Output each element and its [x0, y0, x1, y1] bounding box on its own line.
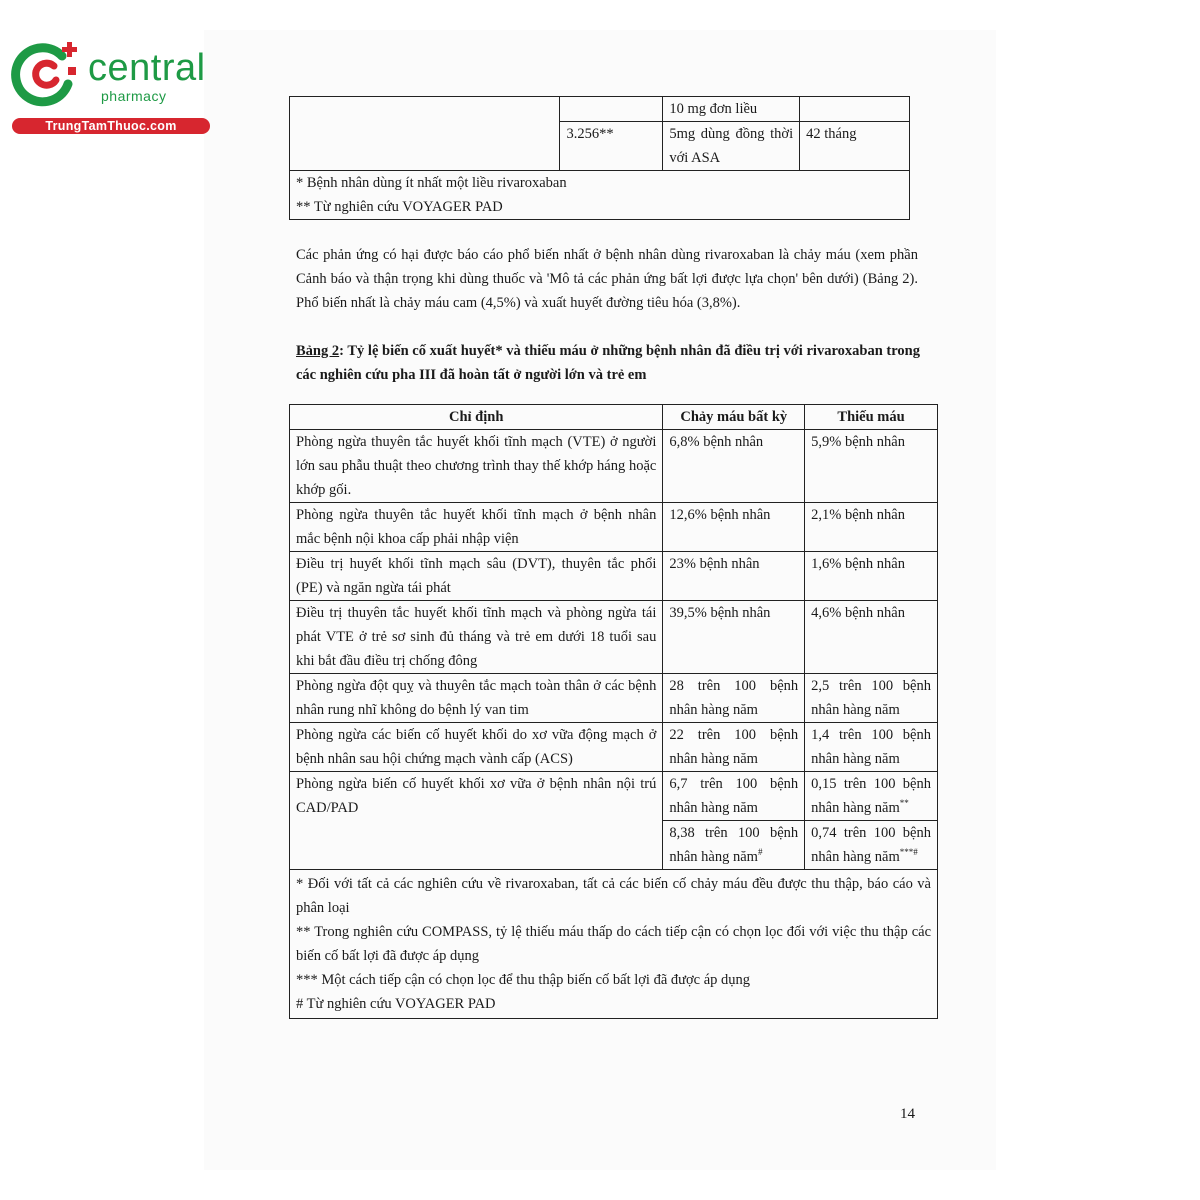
table-row: [290, 723, 938, 772]
logo-brand-text: central: [88, 47, 206, 89]
bleeding-cell: 23% bệnh nhân: [663, 552, 805, 601]
logo-sub-text: pharmacy: [101, 88, 167, 104]
pharmacy-cross-logo-icon: [10, 38, 82, 108]
footnote: *** Một cách tiếp cận có chọn lọc để thu thập biến cố bất lợi đã được áp dụng: [296, 972, 751, 988]
indication-cell: Điều trị huyết khối tĩnh mạch sâu (DVT), thuyên tắc phổi (PE) và ngăn ngừa tái phát: [290, 552, 663, 601]
central-pharmacy-logo[interactable]: [10, 38, 210, 138]
table-caption-text: : Tỷ lệ biến cố xuất huyết* và thiếu máu ở những bệnh nhân đã điều trị với rivaroxaban trong các nghiên cứu pha III đã hoàn tất ở người lớn và trẻ em: [296, 343, 920, 383]
footnote: ** Trong nghiên cứu COMPASS, tỷ lệ thiếu máu thấp do cách tiếp cận có chọn lọc đối với việc thu thập các biến cố bất lợi đã được áp dụng: [296, 924, 931, 964]
table-footnotes: [290, 171, 910, 220]
table-cell: 3.256**: [560, 122, 663, 171]
bleeding-cell: [663, 772, 805, 821]
footnote: * Bệnh nhân dùng ít nhất một liều rivaroxaban: [296, 175, 567, 191]
table-cell: 10 mg đơn liều: [663, 97, 800, 122]
footnote: # Từ nghiên cứu VOYAGER PAD: [296, 996, 496, 1012]
page-number: 14: [900, 1106, 915, 1122]
bleeding-cell: 28 trên 100 bệnh nhân hàng năm: [663, 674, 805, 723]
table-cell-empty: [560, 97, 663, 122]
anemia-cell: 2,5 trên 100 bệnh nhân hàng năm: [805, 674, 938, 723]
footnote: * Đối với tất cả các nghiên cứu về rivaroxaban, tất cả các biến cố chảy máu đều được thu thập, báo cáo và phân loại: [296, 876, 931, 916]
table-row: [290, 674, 938, 723]
indication-cell: Điều trị thuyên tắc huyết khối tĩnh mạch và phòng ngừa tái phát VTE ở trẻ sơ sinh đủ tháng và trẻ em dưới 18 tuổi sau khi bắt đầu điều trị chống đông: [290, 601, 663, 674]
bleeding-cell: [663, 821, 805, 870]
anemia-cell: 4,6% bệnh nhân: [805, 601, 938, 674]
body-paragraph: Các phản ứng có hại được báo cáo phổ biến nhất ở bệnh nhân dùng rivaroxaban là chảy máu (xem phần Cảnh báo và thận trọng khi dùng thuốc và 'Mô tả các phản ứng bất lợi được lựa chọn' bên dưới) (Bảng 2). Phổ biến nhất là chảy máu cam (4,5%) và xuất huyết đường tiêu hóa (3,8%).: [296, 247, 918, 311]
table-cell-empty: [290, 97, 560, 171]
table-row: [290, 430, 938, 503]
table-caption: [296, 339, 920, 387]
anemia-cell: [805, 821, 938, 870]
anemia-cell: [805, 772, 938, 821]
table-caption-label: Bảng 2: [296, 343, 340, 359]
column-header: Thiếu máu: [805, 405, 938, 430]
table-header-row: [290, 405, 938, 430]
table-cell: 42 tháng: [800, 122, 910, 171]
bleeding-cell: 39,5% bệnh nhân: [663, 601, 805, 674]
column-header: Chảy máu bất kỳ: [663, 405, 805, 430]
anemia-cell: 2,1% bệnh nhân: [805, 503, 938, 552]
table-footnote-row: [290, 870, 938, 1019]
anemia-value: 0,15 trên 100 bệnh nhân hàng năm: [811, 776, 931, 816]
dosing-table-continued: [289, 96, 910, 220]
column-header: Chỉ định: [290, 405, 663, 430]
bleeding-anemia-table: [289, 404, 938, 1019]
indication-cell: Phòng ngừa biến cố huyết khối xơ vữa ở bệnh nhân nội trú CAD/PAD: [290, 772, 663, 870]
table-footnote-row: [290, 171, 910, 220]
table-cell: 5mg dùng đồng thời với ASA: [663, 122, 800, 171]
footnote-marker: #: [757, 847, 763, 858]
indication-cell: Phòng ngừa thuyên tắc huyết khối tĩnh mạch ở bệnh nhân mắc bệnh nội khoa cấp phải nhập viện: [290, 503, 663, 552]
logo-site-badge: TrungTamThuoc.com: [12, 118, 210, 134]
bleeding-cell: 22 trên 100 bệnh nhân hàng năm: [663, 723, 805, 772]
table-footnotes: [290, 870, 938, 1019]
indication-cell: Phòng ngừa thuyên tắc huyết khối tĩnh mạch (VTE) ở người lớn sau phẫu thuật theo chương trình thay thế khớp háng hoặc khớp gối.: [290, 430, 663, 503]
table-row: [290, 772, 938, 821]
table-row: [290, 97, 910, 122]
footnote-marker: ***#: [899, 847, 918, 858]
anemia-cell: 5,9% bệnh nhân: [805, 430, 938, 503]
table-row: [290, 503, 938, 552]
bleeding-cell: 6,8% bệnh nhân: [663, 430, 805, 503]
anemia-value: 0,74 trên 100 bệnh nhân hàng năm: [811, 825, 931, 865]
indication-cell: Phòng ngừa đột quỵ và thuyên tắc mạch toàn thân ở các bệnh nhân rung nhĩ không do bệnh lý van tim: [290, 674, 663, 723]
anemia-cell: 1,6% bệnh nhân: [805, 552, 938, 601]
table-row: [290, 601, 938, 674]
anemia-cell: 1,4 trên 100 bệnh nhân hàng năm: [805, 723, 938, 772]
footnote-marker: **: [899, 798, 909, 809]
footnote: ** Từ nghiên cứu VOYAGER PAD: [296, 199, 503, 215]
bleeding-value: 6,7 trên 100 bệnh nhân hàng năm: [669, 776, 799, 816]
bleeding-value: 8,38 trên 100 bệnh nhân hàng năm: [669, 825, 799, 865]
bleeding-cell: 12,6% bệnh nhân: [663, 503, 805, 552]
table-cell-empty: [800, 97, 910, 122]
table-row: [290, 552, 938, 601]
indication-cell: Phòng ngừa các biến cố huyết khối do xơ vữa động mạch ở bệnh nhân sau hội chứng mạch vành cấp (ACS): [290, 723, 663, 772]
